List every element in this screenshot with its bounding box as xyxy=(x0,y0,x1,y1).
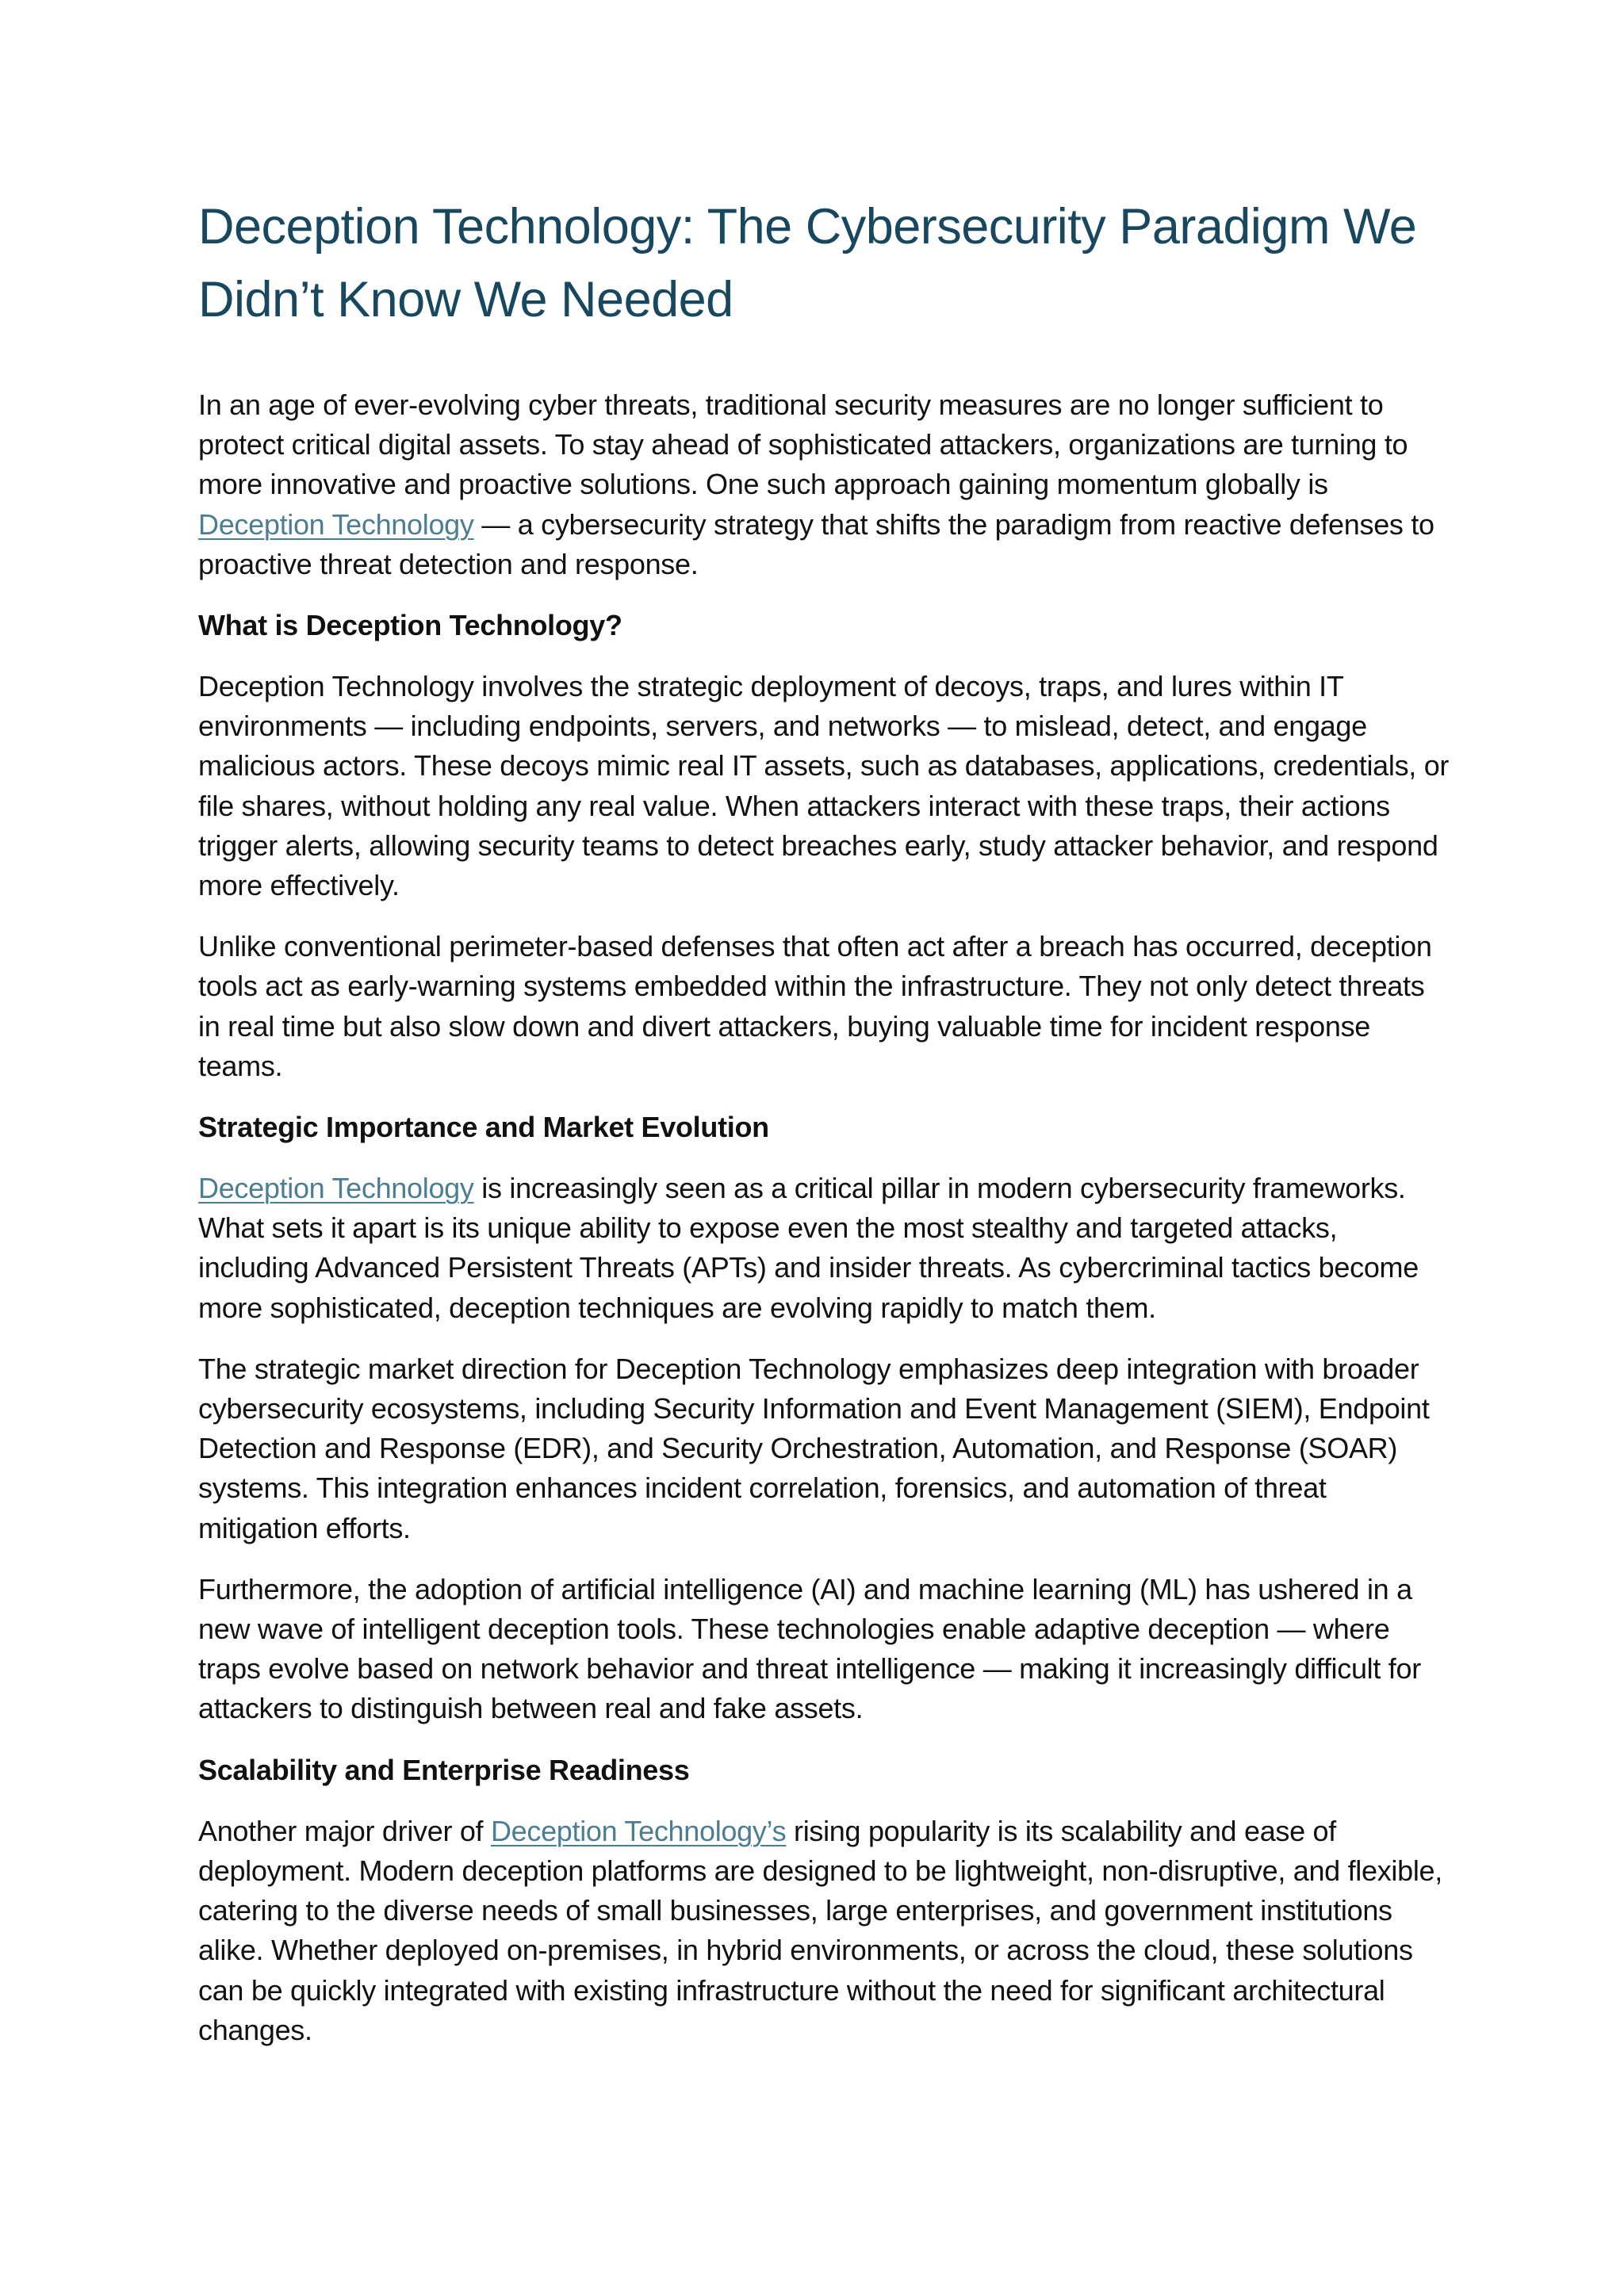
intro-text-after: — a cybersecurity strategy that shifts the paradigm from reactive defenses to proactive threat detection and response. xyxy=(198,507,1434,580)
section-heading-strategic: Strategic Importance and Market Evolution xyxy=(198,1111,769,1144)
scalability-text-before: Another major driver of xyxy=(198,1814,491,1847)
scalability-paragraph-1 xyxy=(198,1812,1451,2050)
deception-technology-link-2[interactable]: Deception Technology xyxy=(198,1172,474,1205)
page-title: Deception Technology: The Cybersecurity Paradigm We Didn’t Know We Needed xyxy=(198,199,1417,327)
deception-technology-link-3[interactable]: Deception Technology’s xyxy=(490,1814,787,1847)
deception-technology-link[interactable]: Deception Technology xyxy=(198,507,474,541)
scalability-text-after: rising popularity is its scalability and ease of deployment. Modern deception platforms are designed to be lightweight, non-disruptive, and flexible, catering to the diverse needs of small businesses, large enterprises, and government institutions alike. Whether deployed on-premises, in hybrid environments, or across the cloud, these solutions can be quickly integrated with existing infrastructure without the need for significant architectural changes. xyxy=(198,1814,1442,2046)
strategic-paragraph-3: Furthermore, the adoption of artificial intelligence (AI) and machine learning (ML) has ushered in a new wave of intelligent deception tools. These technologies enable adaptive deception — where traps evolve based on network behavior and threat intelligence — making it increasingly difficult for attackers to distinguish between real and fake assets. xyxy=(198,1572,1421,1725)
intro-text-before: In an age of ever-evolving cyber threats, traditional security measures are no longer sufficient to protect critical digital assets. To stay ahead of sophisticated attackers, organizations are turning to more innovative and proactive solutions. One such approach gaining momentum globally is xyxy=(198,388,1408,501)
document-page xyxy=(198,190,1451,2072)
section-heading-scalability: Scalability and Enterprise Readiness xyxy=(198,1753,690,1786)
strategic-text-after: is increasingly seen as a critical pillar in modern cybersecurity frameworks. What sets it apart is its unique ability to expose even the most stealthy and targeted attacks, including Advanced Persistent Threats (APTs) and insider threats. As cybercriminal tactics become more sophisticated, deception techniques are evolving rapidly to match them. xyxy=(198,1172,1419,1324)
strategic-paragraph-1 xyxy=(198,1169,1451,1328)
strategic-paragraph-2: The strategic market direction for Deception Technology emphasizes deep integration with broader cybersecurity ecosystems, including Security Information and Event Management (SIEM), Endpoint Detection and Response (EDR), and Security Orchestration, Automation, and Response (SOAR) systems. This integration enhances incident correlation, forensics, and automation of threat mitigation efforts. xyxy=(198,1352,1430,1544)
section-heading-what: What is Deception Technology? xyxy=(198,609,622,642)
what-paragraph-1: Deception Technology involves the strategic deployment of decoys, traps, and lures within IT environments — including endpoints, servers, and networks — to mislead, detect, and engage malicious actors. These decoys mimic real IT assets, such as databases, applications, credentials, or file shares, without holding any real value. When attackers interact with these traps, their actions trigger alerts, allowing security teams to detect breaches early, study attacker behavior, and respond more effectively. xyxy=(198,670,1450,902)
what-paragraph-2: Unlike conventional perimeter-based defenses that often act after a breach has occurred, deception tools act as early-warning systems embedded within the infrastructure. They not only detect threats in real time but also slow down and divert attackers, buying valuable time for incident response teams. xyxy=(198,930,1432,1082)
intro-paragraph xyxy=(198,385,1451,584)
